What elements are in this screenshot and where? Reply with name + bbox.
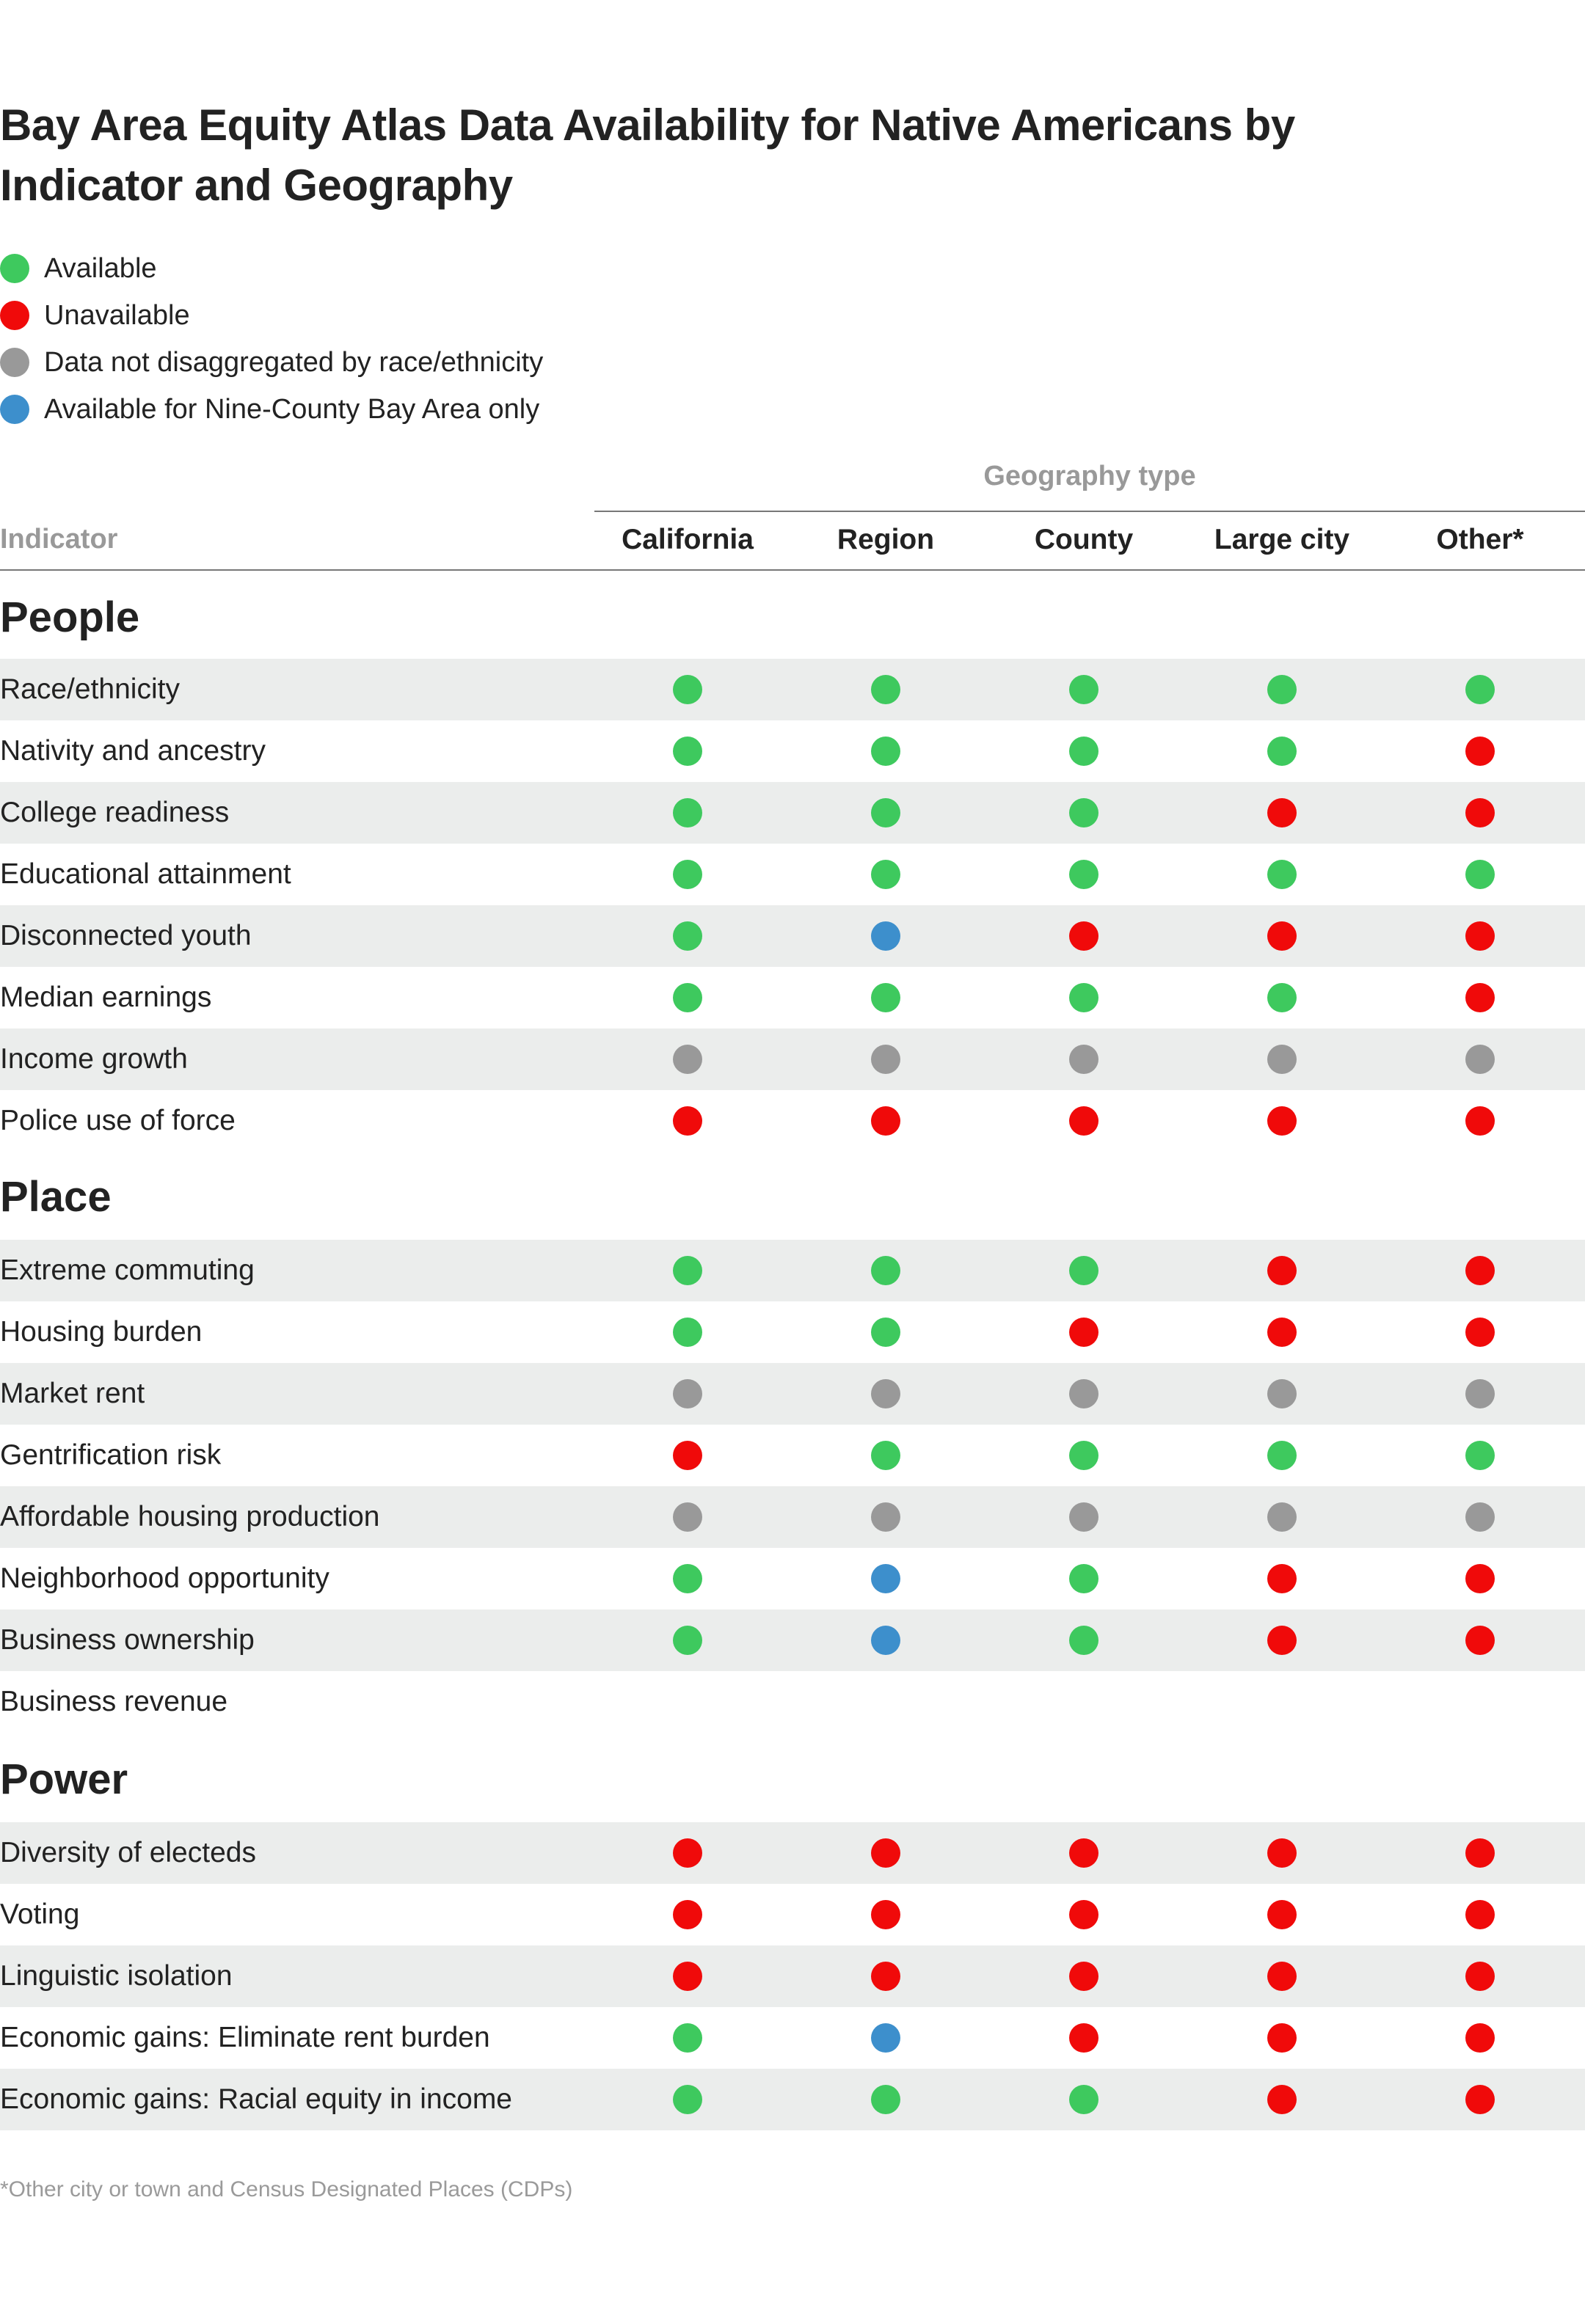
status-dot-unavailable <box>1465 1106 1495 1136</box>
status-dot-not-disaggregated <box>673 1045 702 1074</box>
legend-label-unavailable: Unavailable <box>44 299 190 331</box>
status-dot-available <box>673 1256 702 1285</box>
column-header-other: Other* <box>1436 524 1524 555</box>
geography-type-header: Geography type <box>594 461 1585 512</box>
legend-dot-unavailable <box>0 301 29 330</box>
row-label: Nativity and ancestry <box>0 735 266 767</box>
status-dot-available <box>871 2085 900 2114</box>
table-row <box>0 2069 1585 2130</box>
row-label: Linguistic isolation <box>0 1960 233 1992</box>
status-dot-unavailable <box>1069 1962 1098 1991</box>
table-row <box>0 844 1585 905</box>
status-dot-not-disaggregated <box>871 1379 900 1408</box>
row-label: Business revenue <box>0 1686 228 1717</box>
status-dot-available <box>1465 860 1495 889</box>
status-dot-available <box>871 798 900 827</box>
status-dot-unavailable <box>1465 1626 1495 1655</box>
column-header-region: Region <box>837 524 935 555</box>
status-dot-unavailable <box>1267 1900 1297 1929</box>
status-dot-unavailable <box>673 1900 702 1929</box>
row-label: Voting <box>0 1899 80 1930</box>
status-dot-unavailable <box>1267 1318 1297 1347</box>
status-dot-unavailable <box>1267 1962 1297 1991</box>
status-dot-bay-area-only <box>871 921 900 951</box>
status-dot-not-disaggregated <box>1465 1045 1495 1074</box>
status-dot-unavailable <box>1465 1564 1495 1593</box>
status-dot-unavailable <box>1465 1256 1495 1285</box>
status-dot-not-disaggregated <box>1069 1379 1098 1408</box>
table-row <box>0 2007 1585 2069</box>
status-dot-available <box>871 675 900 704</box>
status-dot-available <box>673 798 702 827</box>
status-dot-unavailable <box>1465 2023 1495 2053</box>
status-dot-available <box>1267 675 1297 704</box>
status-dot-not-disaggregated <box>1267 1379 1297 1408</box>
status-dot-available <box>1069 737 1098 766</box>
status-dot-unavailable <box>871 1838 900 1868</box>
status-dot-available <box>673 983 702 1012</box>
column-header-california: California <box>622 524 754 555</box>
row-label: Disconnected youth <box>0 920 252 951</box>
status-dot-available <box>673 675 702 704</box>
status-dot-unavailable <box>1069 1900 1098 1929</box>
status-dot-not-disaggregated <box>673 1502 702 1532</box>
indicator-column-header: Indicator <box>0 524 118 555</box>
status-dot-not-disaggregated <box>1069 1502 1098 1532</box>
status-dot-bay-area-only <box>871 1626 900 1655</box>
table-row <box>0 967 1585 1028</box>
row-label: Gentrification risk <box>0 1439 222 1471</box>
section-heading-place: Place <box>0 1173 112 1221</box>
status-dot-unavailable <box>1069 1838 1098 1868</box>
table-row <box>0 1240 1585 1301</box>
status-dot-available <box>673 1564 702 1593</box>
section-heading-people: People <box>0 593 140 641</box>
status-dot-bay-area-only <box>871 1564 900 1593</box>
table-row <box>0 1090 1585 1152</box>
status-dot-available <box>1069 1564 1098 1593</box>
status-dot-available <box>1267 983 1297 1012</box>
footnote: *Other city or town and Census Designated Places (CDPs) <box>0 2177 573 2201</box>
table-row <box>0 1028 1585 1090</box>
legend-dot-not-disaggregated <box>0 348 29 377</box>
table-row <box>0 659 1585 720</box>
status-dot-available <box>1069 860 1098 889</box>
status-dot-unavailable <box>871 1900 900 1929</box>
row-label: Business ownership <box>0 1624 255 1656</box>
row-label: College readiness <box>0 797 230 828</box>
status-dot-available <box>871 1441 900 1470</box>
status-dot-unavailable <box>1267 2023 1297 2053</box>
status-dot-unavailable <box>1465 1900 1495 1929</box>
row-label: Police use of force <box>0 1105 236 1136</box>
table-row <box>0 1671 1585 1733</box>
status-dot-unavailable <box>673 1838 702 1868</box>
row-label: Economic gains: Racial equity in income <box>0 2083 513 2115</box>
legend-dot-available <box>0 254 29 283</box>
status-dot-available <box>1267 1441 1297 1470</box>
table-row <box>0 1945 1585 2007</box>
table-row <box>0 1609 1585 1671</box>
table-row <box>0 1301 1585 1363</box>
status-dot-available <box>673 1626 702 1655</box>
status-dot-available <box>871 1256 900 1285</box>
status-dot-not-disaggregated <box>1267 1502 1297 1532</box>
legend <box>0 245 543 433</box>
status-dot-available <box>1069 798 1098 827</box>
status-dot-available <box>871 1318 900 1347</box>
status-dot-unavailable <box>1465 737 1495 766</box>
legend-item-not-disaggregated <box>0 339 543 386</box>
status-dot-not-disaggregated <box>1267 1045 1297 1074</box>
status-dot-unavailable <box>871 1106 900 1136</box>
status-dot-unavailable <box>1267 798 1297 827</box>
status-dot-unavailable <box>673 1962 702 1991</box>
row-label: Median earnings <box>0 982 212 1013</box>
table-row <box>0 905 1585 967</box>
status-dot-not-disaggregated <box>1465 1379 1495 1408</box>
status-dot-unavailable <box>1069 1318 1098 1347</box>
table-row <box>0 1822 1585 1884</box>
status-dot-unavailable <box>1267 1564 1297 1593</box>
status-dot-not-disaggregated <box>871 1502 900 1532</box>
status-dot-available <box>1465 1441 1495 1470</box>
legend-item-bay-area-only <box>0 386 543 433</box>
status-dot-unavailable <box>1465 1962 1495 1991</box>
status-dot-unavailable <box>1267 2085 1297 2114</box>
status-dot-unavailable <box>1267 1256 1297 1285</box>
status-dot-unavailable <box>1267 1106 1297 1136</box>
status-dot-available <box>673 921 702 951</box>
legend-label-bay-area-only: Available for Nine-County Bay Area only <box>44 393 540 425</box>
status-dot-unavailable <box>871 1962 900 1991</box>
row-label: Neighborhood opportunity <box>0 1563 329 1594</box>
status-dot-not-disaggregated <box>673 1379 702 1408</box>
row-label: Market rent <box>0 1378 145 1409</box>
row-label: Housing burden <box>0 1316 203 1348</box>
status-dot-bay-area-only <box>871 2023 900 2053</box>
legend-label-available: Available <box>44 252 157 284</box>
status-dot-available <box>673 860 702 889</box>
status-dot-unavailable <box>1069 2023 1098 2053</box>
status-dot-unavailable <box>1267 1626 1297 1655</box>
row-label: Affordable housing production <box>0 1501 380 1532</box>
legend-item-available <box>0 245 543 292</box>
table-row <box>0 1486 1585 1548</box>
legend-dot-bay-area-only <box>0 395 29 424</box>
status-dot-available <box>1069 1626 1098 1655</box>
row-label: Extreme commuting <box>0 1254 255 1286</box>
table-row <box>0 1548 1585 1609</box>
status-dot-available <box>871 860 900 889</box>
table-row <box>0 1884 1585 1945</box>
status-dot-unavailable <box>1069 921 1098 951</box>
status-dot-available <box>1267 860 1297 889</box>
row-label: Diversity of electeds <box>0 1837 256 1868</box>
status-dot-available <box>1069 983 1098 1012</box>
status-dot-available <box>1069 1256 1098 1285</box>
row-label: Educational attainment <box>0 858 291 890</box>
status-dot-unavailable <box>673 1106 702 1136</box>
table-row <box>0 1363 1585 1425</box>
status-dot-unavailable <box>1465 921 1495 951</box>
column-header-large-city: Large city <box>1214 524 1350 555</box>
status-dot-available <box>1267 737 1297 766</box>
status-dot-unavailable <box>1465 798 1495 827</box>
table-row <box>0 782 1585 844</box>
row-label: Income growth <box>0 1043 188 1075</box>
row-label: Economic gains: Eliminate rent burden <box>0 2022 490 2053</box>
status-dot-available <box>673 2085 702 2114</box>
legend-item-unavailable <box>0 292 543 339</box>
table-row <box>0 720 1585 782</box>
status-dot-available <box>1465 675 1495 704</box>
section-heading-power: Power <box>0 1755 128 1803</box>
status-dot-available <box>871 983 900 1012</box>
row-label: Race/ethnicity <box>0 673 180 705</box>
status-dot-unavailable <box>673 1441 702 1470</box>
status-dot-unavailable <box>1465 1318 1495 1347</box>
status-dot-available <box>673 1318 702 1347</box>
table-row <box>0 1425 1585 1486</box>
status-dot-available <box>673 737 702 766</box>
table-header-row <box>0 511 1585 571</box>
status-dot-unavailable <box>1465 2085 1495 2114</box>
status-dot-not-disaggregated <box>871 1045 900 1074</box>
status-dot-unavailable <box>1465 1838 1495 1868</box>
status-dot-unavailable <box>1267 1838 1297 1868</box>
status-dot-available <box>673 2023 702 2053</box>
status-dot-available <box>1069 2085 1098 2114</box>
chart-title: Bay Area Equity Atlas Data Availability for Native Americans by Indicator and Geography <box>0 101 1295 210</box>
status-dot-unavailable <box>1069 1106 1098 1136</box>
status-dot-available <box>871 737 900 766</box>
status-dot-available <box>1069 1441 1098 1470</box>
status-dot-available <box>1069 675 1098 704</box>
status-dot-unavailable <box>1267 921 1297 951</box>
status-dot-unavailable <box>1465 983 1495 1012</box>
status-dot-not-disaggregated <box>1465 1502 1495 1532</box>
column-header-county: County <box>1034 524 1134 555</box>
legend-label-not-disaggregated: Data not disaggregated by race/ethnicity <box>44 346 544 378</box>
status-dot-not-disaggregated <box>1069 1045 1098 1074</box>
